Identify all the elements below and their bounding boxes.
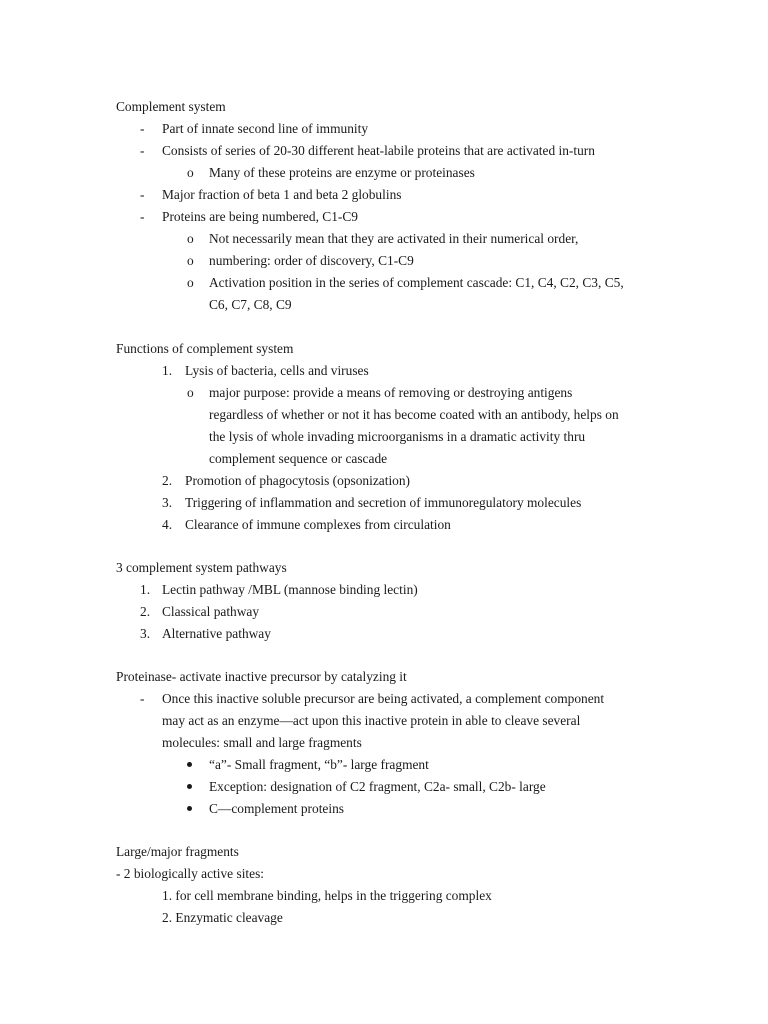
- number-marker: 3.: [140, 626, 151, 641]
- bullet-item: “a”- Small fragment, “b”- large fragment: [209, 757, 429, 772]
- circle-marker: o: [187, 275, 194, 290]
- number-marker: 1.: [140, 582, 151, 597]
- sub-item: numbering: order of discovery, C1-C9: [209, 253, 414, 268]
- section-heading-functions: Functions of complement system: [116, 341, 294, 356]
- list-item: Once this inactive soluble precursor are being activated, a complement component: [162, 691, 605, 706]
- bullet-icon: [187, 806, 192, 811]
- list-item: 2. Enzymatic cleavage: [162, 910, 283, 925]
- bullet-item: Exception: designation of C2 fragment, C2a- small, C2b- large: [209, 779, 546, 794]
- circle-marker: o: [187, 231, 194, 246]
- sub-item: Activation position in the series of complement cascade: C1, C4, C2, C3, C5,: [209, 275, 624, 290]
- dash-marker: -: [140, 691, 145, 706]
- section-heading-proteinase: Proteinase- activate inactive precursor by catalyzing it: [116, 669, 407, 684]
- list-item: Clearance of immune complexes from circulation: [185, 517, 451, 532]
- list-item: Triggering of inflammation and secretion of immunoregulatory molecules: [185, 495, 582, 510]
- circle-marker: o: [187, 385, 194, 400]
- dash-marker: -: [140, 187, 145, 202]
- list-item: 1. for cell membrane binding, helps in the triggering complex: [162, 888, 492, 903]
- section-heading-fragments: Large/major fragments: [116, 844, 239, 859]
- number-marker: 2.: [140, 604, 151, 619]
- list-item-continued: molecules: small and large fragments: [162, 735, 362, 750]
- dash-marker: -: [140, 209, 145, 224]
- bullet-item: C—complement proteins: [209, 801, 344, 816]
- sub-item-continued: regardless of whether or not it has become coated with an antibody, helps on: [209, 407, 619, 422]
- list-item: Part of innate second line of immunity: [162, 121, 369, 136]
- sub-item-continued: complement sequence or cascade: [209, 451, 388, 466]
- list-item: Major fraction of beta 1 and beta 2 globulins: [162, 187, 402, 202]
- circle-marker: o: [187, 253, 194, 268]
- list-item: Lysis of bacteria, cells and viruses: [185, 363, 369, 378]
- number-marker: 2.: [162, 473, 173, 488]
- list-item: Lectin pathway /MBL (mannose binding lectin): [162, 582, 418, 597]
- dash-marker: -: [140, 121, 145, 136]
- sub-item: Not necessarily mean that they are activated in their numerical order,: [209, 231, 579, 246]
- bullet-icon: [187, 762, 192, 767]
- sub-item-continued: the lysis of whole invading microorganisms in a dramatic activity thru: [209, 429, 586, 444]
- dash-marker: -: [140, 143, 145, 158]
- subheading: - 2 biologically active sites:: [116, 866, 265, 881]
- number-marker: 4.: [162, 517, 173, 532]
- list-item: Classical pathway: [162, 604, 260, 619]
- list-item: Promotion of phagocytosis (opsonization): [185, 473, 411, 488]
- sub-item: Many of these proteins are enzyme or proteinases: [209, 165, 475, 180]
- list-item: Proteins are being numbered, C1-C9: [162, 209, 358, 224]
- sub-item: major purpose: provide a means of removing or destroying antigens: [209, 385, 573, 400]
- bullet-icon: [187, 784, 192, 789]
- circle-marker: o: [187, 165, 194, 180]
- list-item: Consists of series of 20-30 different heat-labile proteins that are activated in-turn: [162, 143, 595, 158]
- section-heading-pathways: 3 complement system pathways: [116, 560, 287, 575]
- list-item-continued: may act as an enzyme—act upon this inactive protein in able to cleave several: [162, 713, 581, 728]
- sub-item-continued: C6, C7, C8, C9: [209, 297, 292, 312]
- number-marker: 1.: [162, 363, 173, 378]
- number-marker: 3.: [162, 495, 173, 510]
- section-heading-complement: Complement system: [116, 99, 226, 114]
- list-item: Alternative pathway: [162, 626, 271, 641]
